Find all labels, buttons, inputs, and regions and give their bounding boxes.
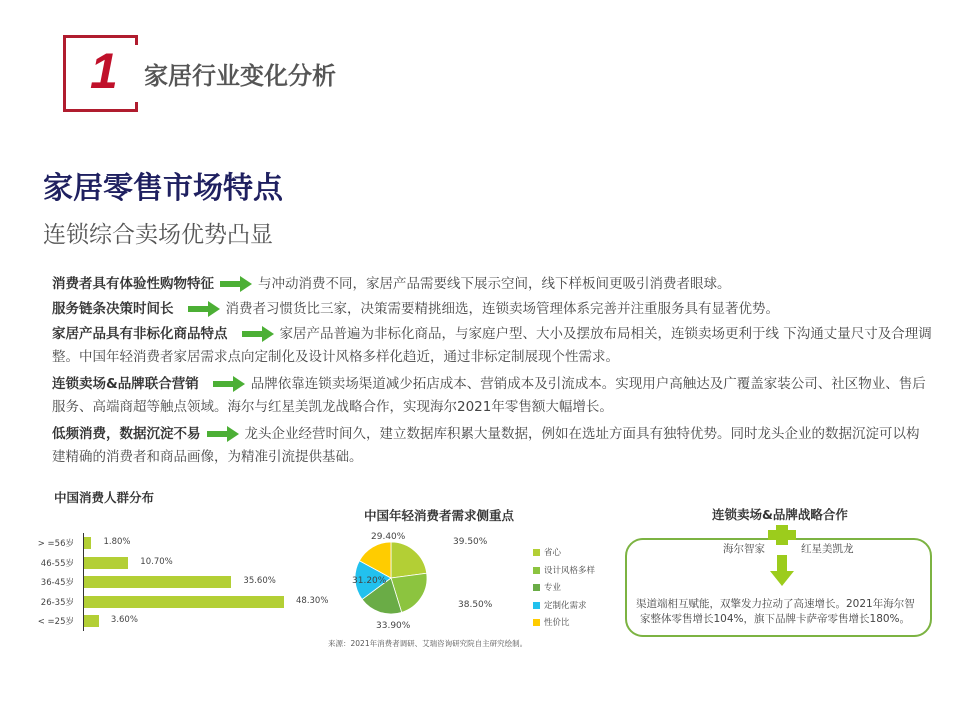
legend-item bbox=[533, 599, 587, 611]
bar-chart-title: 中国消费人群分布 bbox=[54, 490, 155, 505]
legend-item bbox=[533, 581, 561, 593]
point-title: 服务链条决策时间长 bbox=[52, 301, 174, 317]
legend-label: 定制化需求 bbox=[544, 600, 587, 611]
point-4 bbox=[52, 373, 932, 419]
point-2 bbox=[52, 298, 932, 321]
partnership-title: 连锁卖场&品牌战略合作 bbox=[712, 507, 848, 522]
legend-swatch bbox=[533, 549, 540, 556]
partnership-text: 渠道端相互赋能，双擎发力拉动了高速增长。2021年海尔智 家整体零售增长104%，旗下品牌卡萨帝零售增长180%。 bbox=[636, 598, 915, 625]
legend-swatch bbox=[533, 619, 540, 626]
legend-swatch bbox=[533, 567, 540, 574]
pie-chart-title: 中国年轻消费者需求侧重点 bbox=[364, 508, 515, 523]
pie-label: 39.50% bbox=[453, 537, 488, 547]
page-title: 家居零售市场特点 bbox=[43, 171, 283, 206]
arrow-right-icon bbox=[242, 328, 274, 340]
source-note: 来源：2021年消费者调研、艾瑞咨询研究院自主研究绘制。 bbox=[328, 639, 528, 648]
bar-category-label: < =25岁 bbox=[37, 617, 74, 628]
bar-category-label: 36-45岁 bbox=[40, 578, 74, 589]
bar-value-label: 48.30% bbox=[296, 595, 329, 606]
point-text: 品牌依靠连锁卖场渠道减少拓店成本、营销成本及引流成本。实现用户高触达及广覆盖家装公司、社区物业、售后服务、高端商超等触点领域。海尔与红星美凯龙战略合作，实现海尔2021年零售额大幅增长。 bbox=[52, 376, 926, 415]
bar-value-label: 3.60% bbox=[110, 615, 138, 626]
legend-label: 专业 bbox=[544, 583, 562, 593]
point-title: 低频消费，数据沉淀不易 bbox=[52, 426, 201, 442]
bar-category-label: > =56岁 bbox=[37, 539, 74, 549]
legend-label: 设计风格多样 bbox=[544, 565, 596, 576]
pie-label: 33.90% bbox=[376, 621, 411, 631]
bar-category-label: 46-55岁 bbox=[40, 558, 74, 569]
plus-and-down-arrow-icon bbox=[768, 525, 796, 587]
arrow-right-icon bbox=[220, 278, 252, 290]
bar bbox=[84, 537, 91, 549]
point-title: 消费者具有体验性购物特征 bbox=[52, 276, 214, 292]
bar-value-label: 1.80% bbox=[103, 537, 131, 547]
legend-item bbox=[533, 546, 561, 558]
bar-category-label: 26-35岁 bbox=[40, 597, 74, 608]
section-title: 家居行业变化分析 bbox=[144, 62, 336, 90]
legend-item bbox=[533, 564, 595, 576]
bar bbox=[84, 576, 231, 588]
point-text: 龙头企业经营时间久，建立数据库积累大量数据，例如在选址方面具有独特优势。同时龙头企业的数据沉淀可以构建精确的消费者和商品画像，为精准引流提供基础。 bbox=[52, 426, 920, 465]
point-text: 消费者习惯货比三家，决策需要精挑细选，连锁卖场管理体系完善并注重服务具有显著优势。 bbox=[225, 301, 779, 317]
section-number: 1 bbox=[90, 43, 118, 99]
point-text: 与冲动消费不同，家居产品需要线下展示空间，线下样板间更吸引消费者眼球。 bbox=[258, 276, 731, 292]
legend-swatch bbox=[533, 602, 540, 609]
partner-haier: 海尔智家 bbox=[723, 543, 765, 555]
bar bbox=[84, 615, 99, 627]
point-5 bbox=[52, 423, 932, 469]
partner-redstar: 红星美凯龙 bbox=[801, 543, 854, 555]
arrow-right-icon bbox=[207, 428, 239, 440]
bar bbox=[84, 557, 128, 569]
bar-value-label: 10.70% bbox=[140, 556, 173, 567]
legend-item bbox=[533, 616, 570, 628]
point-text: 家居产品普遍为非标化商品，与家庭户型、大小及摆放布局相关，连锁卖场更利于线 下沟通丈量尺寸及合理调整。中国年轻消费者家居需求点向定制化及设计风格多样化趋近，通过非标定制展现个性需求。 bbox=[52, 326, 932, 365]
pie-slice bbox=[391, 542, 427, 578]
arrow-right-icon bbox=[213, 378, 245, 390]
legend-label: 性价比 bbox=[544, 618, 570, 628]
bar-value-label: 35.60% bbox=[243, 576, 276, 587]
legend-label: 省心 bbox=[544, 548, 562, 558]
point-title: 连锁卖场&品牌联合营销 bbox=[52, 376, 199, 392]
arrow-right-icon bbox=[188, 303, 220, 315]
pie-label: 31.20% bbox=[352, 576, 387, 586]
legend-swatch bbox=[533, 584, 540, 591]
page-subtitle: 连锁综合卖场优势凸显 bbox=[43, 222, 273, 248]
point-1 bbox=[52, 273, 932, 296]
point-3 bbox=[52, 323, 932, 369]
pie-label: 29.40% bbox=[371, 532, 406, 542]
pie-label: 38.50% bbox=[458, 600, 493, 610]
point-title: 家居产品具有非标化商品特点 bbox=[52, 326, 228, 342]
bar bbox=[84, 596, 284, 608]
